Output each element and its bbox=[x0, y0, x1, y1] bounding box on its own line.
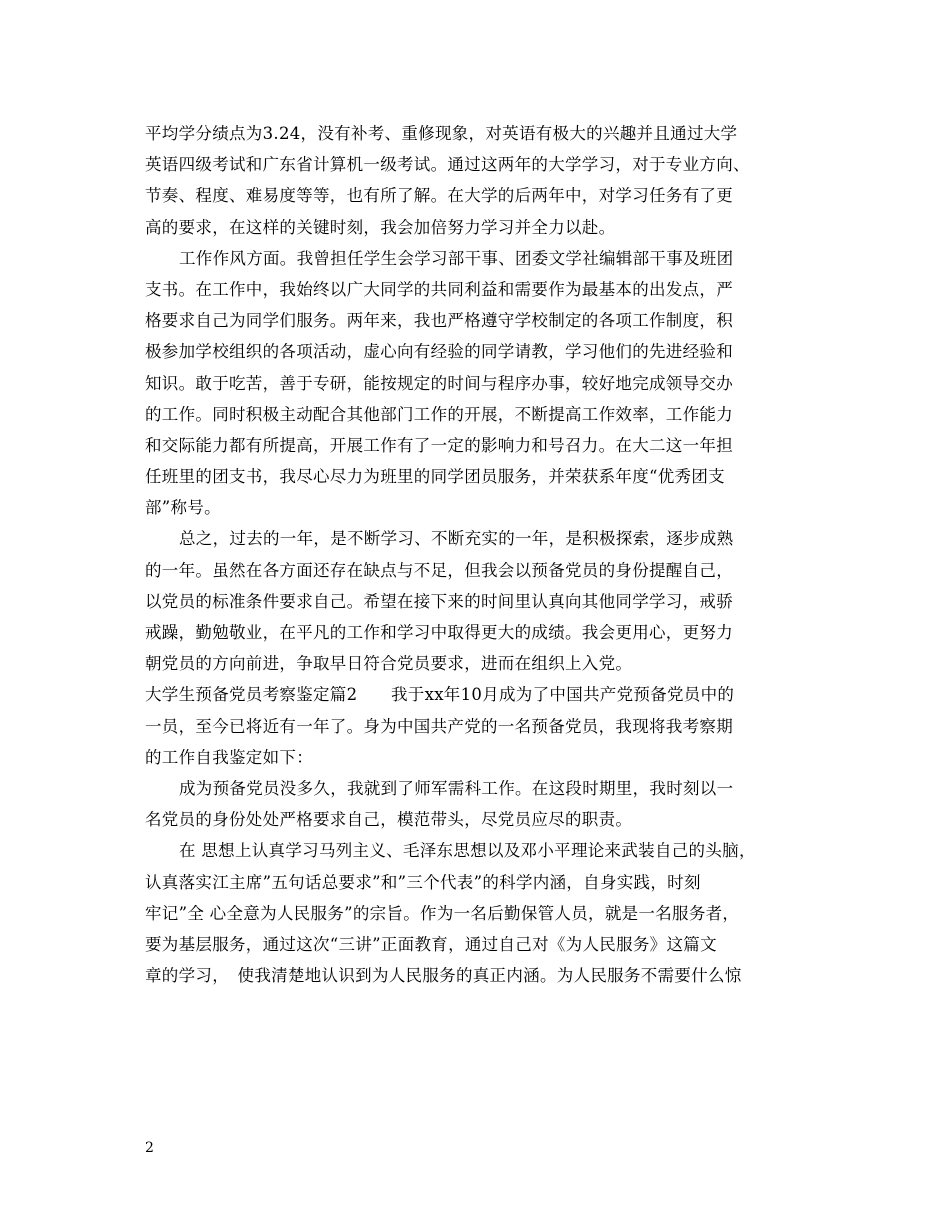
text-line: 支书。在工作中，我始终以广大同学的共同利益和需要作为最基本的出发点，严 bbox=[145, 279, 733, 299]
text-line: 知识。敢于吃苦，善于专研，能按规定的时间与程序办事，较好地完成领导交办 bbox=[145, 373, 733, 393]
text-line: 高的要求，在这样的关键时刻，我会加倍努力学习并全力以赴。 bbox=[145, 217, 616, 237]
text-line: 总之，过去的一年，是不断学习、不断充实的一年，是积极探索，逐步成熟 bbox=[179, 529, 734, 549]
text-line: 认真落实江主席”五句话总要求”和”三个代表”的科学内涵，自身实践，时刻 bbox=[145, 872, 701, 892]
page-number: 2 bbox=[145, 1140, 154, 1156]
text-line: 以党员的标准条件要求自己。希望在接下来的时间里认真向其他同学学习，戒骄 bbox=[145, 591, 733, 611]
text-line: 格要求自己为同学们服务。两年来，我也严格遵守学校制定的各项工作制度，积 bbox=[145, 311, 733, 331]
text-line: 的工作自我鉴定如下： bbox=[145, 747, 313, 767]
text-line: 一员，至今已将近有一年了。身为中国共产党的一名预备党员，我现将我考察期 bbox=[145, 716, 733, 736]
text-line: 章的学习， 使我清楚地认识到为人民服务的真正内涵。为人民服务不需要什么惊 bbox=[145, 966, 742, 986]
text-line: 部”称号。 bbox=[145, 498, 221, 518]
text-line: 工作作风方面。我曾担任学生会学习部干事、团委文学社编辑部干事及班团 bbox=[179, 248, 734, 268]
text-line: 成为预备党员没多久，我就到了师军需科工作。在这段时期里，我时刻以一 bbox=[179, 778, 734, 798]
text-line: 和交际能力都有所提高，开展工作有了一定的影响力和号召力。在大二这一年担 bbox=[145, 435, 733, 455]
text-line: 牢记”全 心全意为人民服务”的宗旨。作为一名后勤保管人员，就是一名服务者， bbox=[145, 903, 740, 923]
text-line: 要为基层服务，通过这次“三讲”正面教育，通过自己对《为人民服务》这篇文 bbox=[145, 934, 717, 954]
text-line: 的工作。同时积极主动配合其他部门工作的开展，不断提高工作效率，工作能力 bbox=[145, 404, 733, 424]
text-line: 任班里的团支书，我尽心尽力为班里的同学团员服务，并荣获系年度“优秀团支 bbox=[145, 467, 725, 487]
text-line: 名党员的身份处处严格要求自己，模范带头，尽党员应尽的职责。 bbox=[145, 810, 633, 830]
text-line: 平均学分绩点为3.24，没有补考、重修现象，对英语有极大的兴趣并且通过大学 bbox=[145, 124, 738, 143]
text-line: 的一年。虽然在各方面还存在缺点与不足，但我会以预备党员的身份提醒自己， bbox=[145, 560, 733, 580]
text-line: 大学生预备党员考察鉴定篇2 我于xx年10月成为了中国共产党预备党员中的 bbox=[145, 685, 735, 705]
text-line: 极参加学校组织的各项活动，虚心向有经验的同学请教，学习他们的先进经验和 bbox=[145, 342, 733, 362]
text-line: 英语四级考试和广东省计算机一级考试。通过这两年的大学学习，对于专业方向、 bbox=[145, 155, 750, 175]
text-line: 戒躁，勤勉敬业，在平凡的工作和学习中取得更大的成绩。我会更用心，更努力 bbox=[145, 623, 733, 642]
text-line: 节奏、程度、难易度等等，也有所了解。在大学的后两年中，对学习任务有了更 bbox=[145, 186, 733, 206]
text-line: 朝党员的方向前进，争取早日符合党员要求，进而在组织上入党。 bbox=[145, 654, 633, 674]
document-body bbox=[145, 118, 815, 991]
text-line: 在 思想上认真学习马列主义、毛泽东思想以及邓小平理论来武装自己的头脑， bbox=[179, 841, 756, 861]
